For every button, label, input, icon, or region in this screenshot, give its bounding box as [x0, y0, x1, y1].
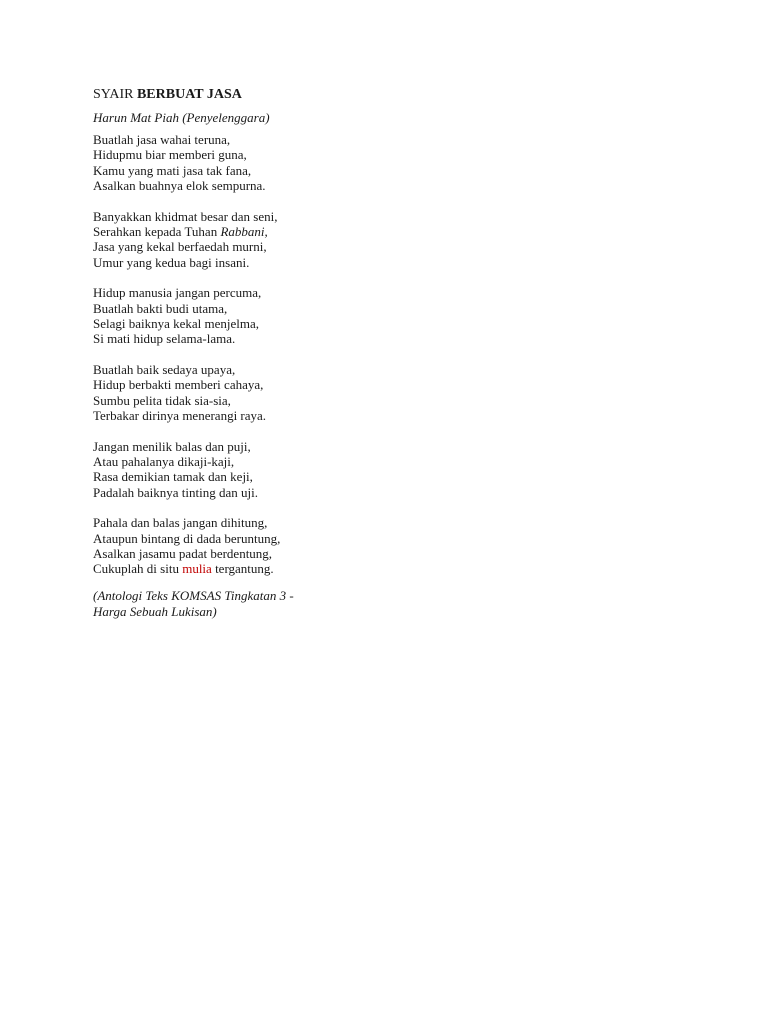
- italic-word: Rabbani,: [220, 224, 268, 240]
- source-citation: [93, 588, 393, 620]
- poem-line: Terbakar dirinya menerangi raya.: [93, 408, 267, 424]
- poem-line-mixed: [93, 224, 393, 239]
- poem-title: [93, 86, 393, 104]
- title-prefix: SYAIR: [93, 87, 134, 102]
- poem-line: Banyakkan khidmat besar dan seni,: [93, 208, 278, 224]
- poem-line-text: Cukuplah di situ: [93, 561, 179, 577]
- poem-author: Harun Mat Piah (Penyelenggara): [93, 110, 270, 125]
- poem-line: Sumbu pelita tidak sia-sia,: [93, 392, 231, 408]
- poem-line: Jasa yang kekal berfaedah murni,: [93, 239, 267, 255]
- poem-line: Umur yang kedua bagi insani.: [93, 254, 250, 270]
- poem-line: Pahala dan balas jangan dihitung,: [93, 515, 268, 531]
- highlighted-word: mulia: [182, 561, 212, 577]
- stanza-1: [93, 132, 393, 194]
- stanza-5: [93, 439, 393, 501]
- source-line-2: Harga Sebuah Lukisan): [93, 603, 217, 619]
- poem-line: Selagi baiknya kekal menjelma,: [93, 316, 260, 332]
- poem-line: Kamu yang mati jasa tak fana,: [93, 162, 252, 178]
- poem-line: Hidup manusia jangan percuma,: [93, 285, 262, 301]
- poem-line: Buatlah bakti budi utama,: [93, 300, 228, 316]
- stanza-6: [93, 515, 393, 577]
- poem-line: Hidupmu biar memberi guna,: [93, 147, 247, 163]
- poem-line: Buatlah jasa wahai teruna,: [93, 132, 231, 147]
- stanza-4: [93, 362, 393, 424]
- poem-line: Padalah baiknya tinting dan uji.: [93, 484, 258, 500]
- poem-line-mixed: [93, 561, 393, 576]
- poem-line: Atau pahalanya dikaji-kaji,: [93, 453, 235, 469]
- stanza-3: [93, 285, 393, 347]
- poem-line: Ataupun bintang di dada beruntung,: [93, 530, 281, 546]
- poem-line: Jangan menilik balas dan puji,: [93, 438, 251, 454]
- title-bold: BERBUAT JASA: [136, 87, 242, 102]
- poem-line: Buatlah baik sedaya upaya,: [93, 361, 236, 377]
- poem-line: Si mati hidup selama-lama.: [93, 331, 236, 347]
- poem-line: Hidup berbakti memberi cahaya,: [93, 377, 264, 393]
- poem-line-text: Serahkan kepada Tuhan: [93, 224, 218, 240]
- source-line-1: (Antologi Teks KOMSAS Tingkatan 3 -: [93, 587, 294, 603]
- poem-line-end: tergantung.: [215, 561, 274, 577]
- poem-line: Rasa demikian tamak dan keji,: [93, 469, 253, 485]
- poem-content: [93, 86, 393, 620]
- poem-line: Asalkan buahnya elok sempurna.: [93, 178, 266, 194]
- stanza-2: [93, 209, 393, 271]
- poem-line: Asalkan jasamu padat berdentung,: [93, 545, 273, 561]
